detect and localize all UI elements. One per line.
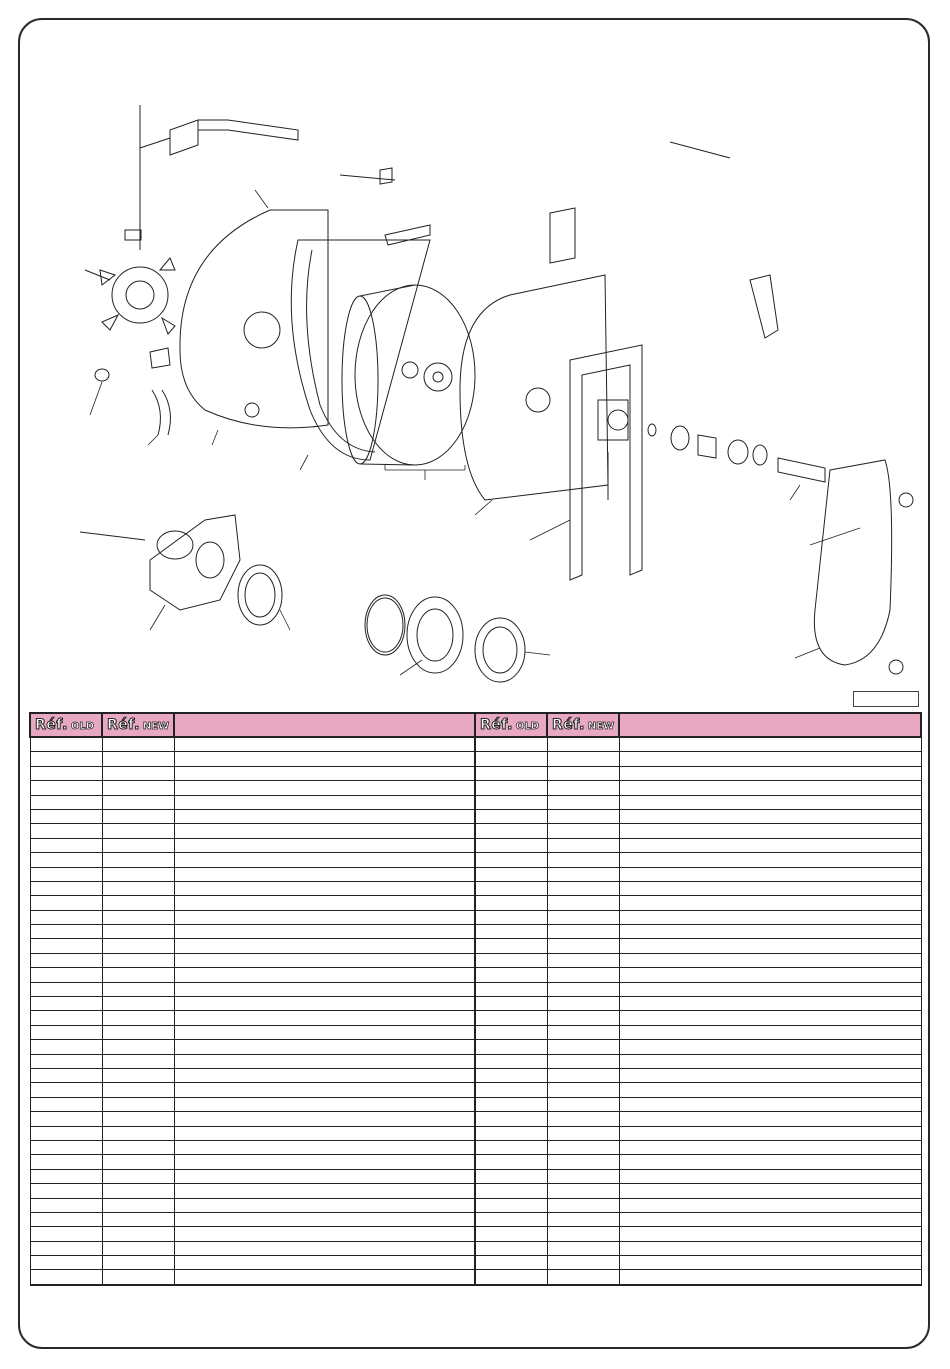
parts-table-body <box>30 737 921 1285</box>
table-cell <box>102 1040 174 1054</box>
table-cell <box>547 881 619 895</box>
table-row <box>30 838 921 852</box>
table-cell <box>475 1068 547 1082</box>
table-cell <box>102 1097 174 1111</box>
table-cell <box>475 1256 547 1270</box>
table-cell <box>102 1068 174 1082</box>
table-cell <box>30 1241 102 1255</box>
table-cell <box>174 867 475 881</box>
table-cell <box>174 853 475 867</box>
table-cell <box>102 997 174 1011</box>
gasket-left <box>238 565 282 625</box>
table-row <box>30 781 921 795</box>
table-row <box>30 824 921 838</box>
table-cell <box>174 795 475 809</box>
table-cell <box>547 953 619 967</box>
table-row <box>30 1054 921 1068</box>
table-cell <box>30 1040 102 1054</box>
table-cell <box>102 1155 174 1169</box>
table-cell <box>547 737 619 752</box>
table-cell <box>547 1040 619 1054</box>
table-cell <box>102 982 174 996</box>
table-cell <box>30 925 102 939</box>
table-cell <box>475 1184 547 1198</box>
table-cell <box>174 1256 475 1270</box>
table-cell <box>174 1169 475 1183</box>
table-cell <box>174 752 475 766</box>
table-cell <box>547 1083 619 1097</box>
table-cell <box>619 910 921 924</box>
table-cell <box>547 752 619 766</box>
table-cell <box>475 982 547 996</box>
table-cell <box>102 809 174 823</box>
table-cell <box>547 1126 619 1140</box>
table-row <box>30 1097 921 1111</box>
table-cell <box>619 1256 921 1270</box>
table-cell <box>174 824 475 838</box>
table-row <box>30 1083 921 1097</box>
table-cell <box>102 1184 174 1198</box>
table-cell <box>619 1040 921 1054</box>
table-cell <box>619 1169 921 1183</box>
table-cell <box>475 1241 547 1255</box>
table-cell <box>547 1241 619 1255</box>
table-row <box>30 881 921 895</box>
table-cell <box>475 737 547 752</box>
table-cell <box>174 766 475 780</box>
table-cell <box>619 1068 921 1082</box>
table-cell <box>619 1011 921 1025</box>
table-cell <box>102 824 174 838</box>
table-cell <box>174 939 475 953</box>
table-row <box>30 982 921 996</box>
table-cell <box>547 1227 619 1241</box>
upright-frame <box>570 345 642 580</box>
table-cell <box>475 853 547 867</box>
table-cell <box>30 838 102 852</box>
table-cell <box>102 1169 174 1183</box>
table-cell <box>475 1169 547 1183</box>
table-row <box>30 1140 921 1154</box>
table-cell <box>475 910 547 924</box>
table-cell <box>174 1155 475 1169</box>
table-cell <box>102 867 174 881</box>
table-cell <box>475 1011 547 1025</box>
table-cell <box>30 1212 102 1226</box>
table-cell <box>102 1112 174 1126</box>
table-cell <box>475 1112 547 1126</box>
table-row <box>30 1198 921 1212</box>
table-cell <box>174 1054 475 1068</box>
table-row <box>30 910 921 924</box>
table-cell <box>30 752 102 766</box>
table-cell <box>619 824 921 838</box>
table-cell <box>619 881 921 895</box>
table-cell <box>102 1054 174 1068</box>
table-cell <box>174 881 475 895</box>
table-cell <box>619 1155 921 1169</box>
table-row <box>30 953 921 967</box>
table-cell <box>547 1256 619 1270</box>
table-cell <box>547 1025 619 1039</box>
table-row <box>30 766 921 780</box>
table-cell <box>547 853 619 867</box>
table-cell <box>547 982 619 996</box>
table-cell <box>547 1011 619 1025</box>
table-cell <box>475 953 547 967</box>
table-cell <box>547 910 619 924</box>
table-cell <box>619 997 921 1011</box>
table-cell <box>475 997 547 1011</box>
table-cell <box>619 1140 921 1154</box>
leader-lines <box>90 105 860 675</box>
table-cell <box>547 766 619 780</box>
clamp-ring <box>365 595 405 655</box>
table-cell <box>619 1126 921 1140</box>
header-description-left <box>174 713 475 737</box>
mounting-bracket <box>140 105 298 250</box>
table-row <box>30 896 921 910</box>
table-cell <box>30 824 102 838</box>
table-cell <box>30 1227 102 1241</box>
table-cell <box>174 1270 475 1285</box>
table-row <box>30 795 921 809</box>
table-cell <box>174 1198 475 1212</box>
table-cell <box>619 1198 921 1212</box>
table-cell <box>619 766 921 780</box>
table-cell <box>174 1040 475 1054</box>
table-cell <box>102 953 174 967</box>
table-row <box>30 1040 921 1054</box>
table-row <box>30 1227 921 1241</box>
table-cell <box>475 1126 547 1140</box>
table-cell <box>174 1097 475 1111</box>
table-cell <box>30 1169 102 1183</box>
table-cell <box>475 1155 547 1169</box>
rear-casing-plate <box>460 275 608 500</box>
scroll-housing <box>291 225 430 460</box>
header-ref-old-right: Réf. OLD <box>475 713 547 737</box>
table-cell <box>619 795 921 809</box>
table-cell <box>619 867 921 881</box>
table-cell <box>102 968 174 982</box>
table-cell <box>547 968 619 982</box>
table-cell <box>619 953 921 967</box>
table-cell <box>475 939 547 953</box>
table-row <box>30 1011 921 1025</box>
table-cell <box>30 896 102 910</box>
table-cell <box>30 953 102 967</box>
flex-hose <box>95 348 170 435</box>
table-cell <box>102 881 174 895</box>
table-cell <box>547 1184 619 1198</box>
table-row <box>30 853 921 867</box>
table-cell <box>174 1025 475 1039</box>
table-cell <box>102 1212 174 1226</box>
table-cell <box>30 1025 102 1039</box>
table-cell <box>30 867 102 881</box>
table-cell <box>619 838 921 852</box>
table-cell <box>547 896 619 910</box>
table-cell <box>475 1270 547 1285</box>
table-cell <box>102 752 174 766</box>
exploded-view-drawing <box>30 90 920 690</box>
table-cell <box>547 1169 619 1183</box>
table-cell <box>174 1241 475 1255</box>
table-cell <box>475 1198 547 1212</box>
table-cell <box>174 781 475 795</box>
table-cell <box>619 1083 921 1097</box>
table-cell <box>619 1241 921 1255</box>
table-cell <box>30 1112 102 1126</box>
fan-impeller-small <box>85 230 175 334</box>
table-cell <box>475 1040 547 1054</box>
table-cell <box>547 1270 619 1285</box>
table-cell <box>619 1212 921 1226</box>
table-cell <box>547 824 619 838</box>
table-cell <box>475 968 547 982</box>
table-cell <box>475 1025 547 1039</box>
table-cell <box>475 896 547 910</box>
table-cell <box>547 867 619 881</box>
header-ref-old-left: Réf. OLD <box>30 713 102 737</box>
table-cell <box>547 1140 619 1154</box>
table-cell <box>30 1256 102 1270</box>
table-cell <box>619 809 921 823</box>
table-cell <box>102 781 174 795</box>
table-cell <box>102 910 174 924</box>
table-row <box>30 968 921 982</box>
table-row <box>30 997 921 1011</box>
table-cell <box>30 1155 102 1169</box>
table-row <box>30 1112 921 1126</box>
table-cell <box>174 1227 475 1241</box>
table-cell <box>30 1140 102 1154</box>
table-row <box>30 1025 921 1039</box>
table-cell <box>547 795 619 809</box>
table-cell <box>30 1097 102 1111</box>
table-cell <box>102 853 174 867</box>
table-cell <box>547 925 619 939</box>
table-cell <box>174 1140 475 1154</box>
table-cell <box>30 766 102 780</box>
table-row <box>30 867 921 881</box>
table-row <box>30 1155 921 1169</box>
table-cell <box>619 1054 921 1068</box>
table-cell <box>475 781 547 795</box>
table-cell <box>475 795 547 809</box>
table-cell <box>174 968 475 982</box>
table-cell <box>174 953 475 967</box>
table-cell <box>619 737 921 752</box>
table-cell <box>619 1097 921 1111</box>
table-row <box>30 925 921 939</box>
table-cell <box>30 997 102 1011</box>
table-row <box>30 1126 921 1140</box>
table-cell <box>619 939 921 953</box>
table-cell <box>174 809 475 823</box>
table-cell <box>475 881 547 895</box>
table-cell <box>174 997 475 1011</box>
table-cell <box>30 1083 102 1097</box>
table-cell <box>30 910 102 924</box>
table-cell <box>547 1097 619 1111</box>
table-cell <box>102 737 174 752</box>
table-cell <box>174 737 475 752</box>
table-row <box>30 809 921 823</box>
table-cell <box>102 1140 174 1154</box>
parts-table <box>29 712 922 1286</box>
table-cell <box>174 1068 475 1082</box>
table-cell <box>30 1068 102 1082</box>
table-cell <box>174 910 475 924</box>
table-cell <box>174 1212 475 1226</box>
table-cell <box>30 1198 102 1212</box>
table-cell <box>102 795 174 809</box>
table-cell <box>102 896 174 910</box>
table-cell <box>475 925 547 939</box>
table-cell <box>30 853 102 867</box>
table-cell <box>102 838 174 852</box>
table-cell <box>30 968 102 982</box>
gasket-right <box>475 618 525 682</box>
table-row <box>30 1241 921 1255</box>
table-cell <box>547 1198 619 1212</box>
figure-number-box <box>853 691 919 707</box>
table-cell <box>30 1126 102 1140</box>
table-cell <box>30 1270 102 1285</box>
table-row <box>30 752 921 766</box>
table-row <box>30 939 921 953</box>
table-cell <box>475 752 547 766</box>
table-cell <box>174 1184 475 1198</box>
table-cell <box>547 997 619 1011</box>
table-cell <box>102 925 174 939</box>
table-cell <box>547 1155 619 1169</box>
table-cell <box>547 1212 619 1226</box>
table-cell <box>30 781 102 795</box>
table-cell <box>619 1112 921 1126</box>
table-cell <box>30 1184 102 1198</box>
pulley-cover <box>814 460 913 674</box>
table-cell <box>30 881 102 895</box>
table-row <box>30 1212 921 1226</box>
table-cell <box>102 1227 174 1241</box>
table-cell <box>619 781 921 795</box>
table-cell <box>30 737 102 752</box>
table-cell <box>102 1025 174 1039</box>
table-cell <box>475 1227 547 1241</box>
table-cell <box>475 1083 547 1097</box>
table-row <box>30 1270 921 1285</box>
table-cell <box>475 1140 547 1154</box>
table-cell <box>102 1241 174 1255</box>
table-cell <box>547 781 619 795</box>
table-cell <box>619 982 921 996</box>
table-row <box>30 1068 921 1082</box>
table-cell <box>102 1256 174 1270</box>
shaft-bearings <box>648 424 825 482</box>
header-ref-new-right: Réf. NEW <box>547 713 619 737</box>
table-cell <box>174 1126 475 1140</box>
table-cell <box>102 939 174 953</box>
table-cell <box>30 939 102 953</box>
table-row <box>30 1256 921 1270</box>
table-cell <box>619 752 921 766</box>
table-row <box>30 1184 921 1198</box>
header-description-right <box>619 713 921 737</box>
table-cell <box>102 766 174 780</box>
table-cell <box>102 1270 174 1285</box>
table-cell <box>30 1054 102 1068</box>
table-row <box>30 737 921 752</box>
table-cell <box>547 1068 619 1082</box>
table-cell <box>547 838 619 852</box>
impeller-drum <box>342 285 475 465</box>
table-cell <box>619 1227 921 1241</box>
table-cell <box>475 1212 547 1226</box>
table-cell <box>174 925 475 939</box>
table-cell <box>619 968 921 982</box>
table-cell <box>475 838 547 852</box>
table-cell <box>102 1011 174 1025</box>
table-cell <box>174 896 475 910</box>
table-cell <box>475 867 547 881</box>
table-cell <box>475 766 547 780</box>
table-row <box>30 1169 921 1183</box>
table-cell <box>619 1184 921 1198</box>
table-cell <box>174 838 475 852</box>
table-cell <box>619 1025 921 1039</box>
table-cell <box>174 1011 475 1025</box>
table-cell <box>475 809 547 823</box>
table-cell <box>619 925 921 939</box>
flange-ring <box>407 597 463 673</box>
table-cell <box>547 809 619 823</box>
table-cell <box>547 1054 619 1068</box>
table-cell <box>475 1097 547 1111</box>
table-cell <box>174 1083 475 1097</box>
header-ref-new-left: Réf. NEW <box>102 713 174 737</box>
table-cell <box>102 1083 174 1097</box>
table-cell <box>619 1270 921 1285</box>
table-cell <box>475 824 547 838</box>
table-cell <box>174 982 475 996</box>
table-header-row <box>30 713 921 737</box>
table-cell <box>547 939 619 953</box>
table-cell <box>30 795 102 809</box>
table-cell <box>102 1198 174 1212</box>
table-cell <box>619 896 921 910</box>
table-cell <box>619 853 921 867</box>
table-cell <box>30 809 102 823</box>
table-cell <box>475 1054 547 1068</box>
motor-assembly <box>80 515 240 610</box>
table-cell <box>174 1112 475 1126</box>
table-cell <box>102 1126 174 1140</box>
table-cell <box>30 1011 102 1025</box>
table-cell <box>547 1112 619 1126</box>
table-cell <box>30 982 102 996</box>
